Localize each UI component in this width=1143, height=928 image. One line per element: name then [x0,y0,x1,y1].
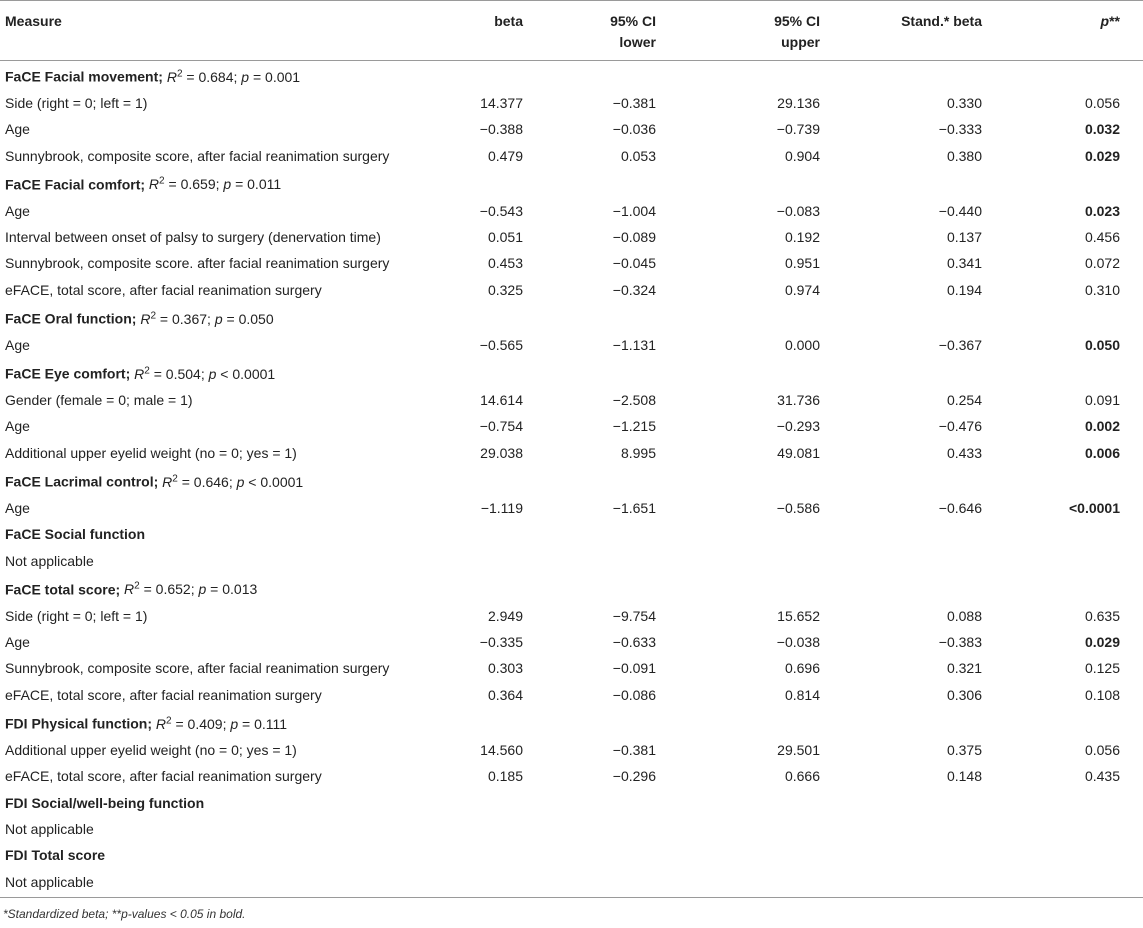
section-header [0,61,1143,90]
table-header [0,1,1143,61]
cell-ci-lower [550,547,682,573]
cell-ci-upper [682,816,842,842]
cell-stand-beta: 0.254 [946,391,982,408]
table-row [0,682,1143,708]
section-header-row [0,358,1143,387]
cell-ci-upper: 15.652 [777,607,820,624]
cell-p-value: 0.635 [1084,607,1120,624]
cell-beta: −0.388 [479,121,523,138]
cell-measure: Gender (female = 0; male = 1) [5,391,193,408]
cell-stand-beta: 0.433 [946,444,982,461]
cell-ci-lower: 8.995 [620,444,656,461]
section-header-row [0,169,1143,198]
section-header [0,708,1143,737]
section-header [0,789,1143,815]
cell-p-value: 0.108 [1084,686,1120,703]
table-row [0,90,1143,116]
section-header-row [0,789,1143,815]
cell-p-value: 0.002 [1084,418,1120,435]
cell-p-value: 0.032 [1084,121,1120,138]
cell-stand-beta: 0.321 [946,660,982,677]
cell-ci-lower: −0.089 [612,229,656,246]
cell-beta: −0.543 [479,202,523,219]
section-title: FaCE Facial movement; [5,68,163,85]
cell-ci-upper: 0.696 [784,660,820,677]
cell-measure: Additional upper eyelid weight (no = 0; yes = 1) [5,444,297,461]
cell-p-value: 0.435 [1084,768,1120,785]
cell-ci-lower: −1.004 [612,202,656,219]
cell-p-value: 0.023 [1084,202,1120,219]
section-stats: $R^2 = 0.409$; p = 0.111 [155,714,288,732]
cell-ci-lower: −0.381 [612,94,656,111]
section-header-row [0,303,1143,332]
section-title: FaCE Social function [5,526,146,543]
cell-p-value: 0.029 [1084,633,1120,650]
header-measure: Measure [0,1,455,61]
cell-stand-beta: −0.367 [938,336,982,353]
header-p-letter: p [1100,13,1110,29]
cell-p-value: 0.056 [1084,94,1120,111]
cell-p-value [1008,547,1143,573]
cell-p-value: <0.0001 [1069,499,1120,516]
table-body [0,61,1143,895]
section-stats: $R^2 = 0.646$; p < 0.0001 [162,472,304,490]
cell-beta: −0.754 [479,418,523,435]
cell-stand-beta: 0.380 [946,147,982,164]
cell-ci-lower: −0.633 [612,633,656,650]
cell-measure: Side (right = 0; left = 1) [5,94,148,111]
cell-beta: 0.325 [487,281,523,298]
cell-p-value: 0.310 [1084,281,1120,298]
cell-ci-upper: −0.293 [776,418,820,435]
cell-beta [455,869,550,895]
cell-beta: 0.185 [487,768,523,785]
table-row [0,116,1143,142]
cell-stand-beta: 0.137 [946,229,982,246]
header-ci-lower [550,1,682,61]
cell-ci-lower: −1.215 [612,418,656,435]
section-header-row [0,574,1143,603]
cell-p-value: 0.091 [1084,391,1120,408]
header-stand-beta: Stand.* beta [842,1,1008,61]
cell-p-value [1008,869,1143,895]
cell-measure: eFACE, total score, after facial reanimation surgery [5,686,322,703]
cell-ci-upper: −0.739 [776,121,820,138]
cell-ci-lower [550,816,682,842]
table-row [0,655,1143,681]
cell-ci-upper: 0.974 [784,281,820,298]
section-stats: $R^2 = 0.652$; p = 0.013 [124,580,258,598]
cell-stand-beta: −0.440 [938,202,982,219]
cell-ci-lower: −9.754 [612,607,656,624]
section-title: FaCE Oral function; [5,310,137,327]
section-title: FDI Total score [5,847,106,864]
cell-stand-beta: −0.476 [938,418,982,435]
cell-ci-lower: −0.381 [612,741,656,758]
cell-p-value: 0.072 [1084,255,1120,272]
cell-measure: Age [5,633,30,650]
section-stats: $R^2 = 0.684$; p = 0.001 [166,68,301,85]
table-row [0,602,1143,628]
table-row [0,816,1143,842]
cell-measure: Additional upper eyelid weight (no = 0; yes = 1) [5,741,297,758]
cell-beta: 0.479 [487,147,523,164]
cell-p-value: 0.029 [1084,147,1120,164]
cell-ci-lower: −2.508 [612,391,656,408]
cell-stand-beta: 0.088 [946,607,982,624]
section-header [0,521,1143,547]
cell-stand-beta: 0.341 [946,255,982,272]
cell-beta: 0.453 [487,255,523,272]
cell-ci-lower: 0.053 [620,147,656,164]
cell-ci-upper: 29.501 [777,741,820,758]
cell-measure: eFACE, total score, after facial reanimation surgery [5,768,322,785]
section-header [0,466,1143,495]
cell-measure: Sunnybrook, composite score. after facial reanimation surgery [5,255,390,272]
section-title: FaCE Facial comfort; [5,176,146,193]
table-row [0,547,1143,573]
cell-measure: Age [5,121,30,138]
cell-beta: −0.335 [479,633,523,650]
table-row [0,440,1143,466]
cell-p-value: 0.125 [1084,660,1120,677]
cell-ci-lower: −0.296 [612,768,656,785]
cell-beta: 14.560 [480,741,523,758]
header-p [1008,1,1143,61]
cell-ci-lower: −0.324 [612,281,656,298]
table-row [0,869,1143,895]
header-p-suffix: ** [1109,13,1120,29]
header-ci-upper-line2: upper [781,34,820,50]
section-header [0,842,1143,868]
header-beta: beta [455,1,550,61]
cell-ci-upper: 29.136 [777,94,820,111]
cell-beta: −1.119 [480,499,523,516]
table-row [0,250,1143,276]
cell-ci-lower: −0.086 [612,686,656,703]
cell-p-value: 0.006 [1084,444,1120,461]
cell-measure: Not applicable [5,820,94,837]
cell-ci-lower: −1.651 [612,499,656,516]
cell-beta: 0.364 [487,686,523,703]
section-header [0,303,1143,332]
cell-measure: Interval between onset of palsy to surgery (denervation time) [5,229,381,246]
header-ci-upper [682,1,842,61]
cell-measure: Age [5,202,30,219]
header-ci-lower-line2: lower [619,34,656,50]
section-header-row [0,708,1143,737]
cell-ci-upper: 0.904 [784,147,820,164]
cell-ci-lower: −0.091 [612,660,656,677]
cell-beta: 14.377 [480,94,523,111]
cell-stand-beta: 0.375 [946,741,982,758]
table-row [0,197,1143,223]
table-row [0,142,1143,168]
section-title: FaCE Lacrimal control; [5,473,159,490]
cell-p-value: 0.050 [1084,336,1120,353]
cell-p-value: 0.456 [1084,229,1120,246]
footnote: *Standardized beta; **p-values < 0.05 in bold. [3,907,246,921]
cell-measure: Sunnybrook, composite score, after facial reanimation surgery [5,147,390,164]
cell-stand-beta: −0.383 [938,633,982,650]
cell-ci-upper: −0.038 [776,633,820,650]
section-stats: $R^2 = 0.504$; p < 0.0001 [134,365,276,382]
cell-ci-upper: 31.736 [777,391,820,408]
cell-ci-upper: 0.814 [784,686,820,703]
cell-beta: 2.949 [487,607,523,624]
table-row [0,629,1143,655]
cell-stand-beta [842,816,1008,842]
cell-measure: Side (right = 0; left = 1) [5,607,148,624]
cell-beta [455,547,550,573]
header-ci-upper-line1: 95% CI [774,13,820,29]
section-header [0,169,1143,198]
cell-ci-lower: −0.045 [612,255,656,272]
cell-stand-beta: −0.333 [938,121,982,138]
section-header [0,358,1143,387]
cell-p-value: 0.056 [1084,741,1120,758]
section-title: FaCE total score; [5,581,121,598]
cell-measure: Not applicable [5,873,94,890]
table-row [0,763,1143,789]
cell-ci-upper: 0.000 [784,336,820,353]
cell-ci-lower [550,869,682,895]
cell-ci-upper: 0.192 [784,229,820,246]
cell-measure: Age [5,499,30,516]
cell-ci-upper: 0.666 [784,768,820,785]
cell-beta [455,816,550,842]
cell-stand-beta: −0.646 [938,499,982,516]
section-title: FaCE Eye comfort; [5,365,131,382]
cell-ci-upper: 0.951 [784,255,820,272]
cell-measure: Age [5,418,30,435]
section-header-row [0,521,1143,547]
cell-beta: 0.303 [487,660,523,677]
cell-ci-upper: 49.081 [777,444,820,461]
cell-stand-beta: 0.306 [946,686,982,703]
cell-beta: 29.038 [480,444,523,461]
table-row [0,277,1143,303]
cell-ci-upper [682,547,842,573]
cell-measure: Sunnybrook, composite score, after facial reanimation surgery [5,660,390,677]
cell-stand-beta: 0.194 [946,281,982,298]
section-stats: $R^2 = 0.659$; p = 0.011 [148,175,282,193]
table-row [0,413,1143,439]
cell-measure: Not applicable [5,552,94,569]
section-header-row [0,466,1143,495]
cell-stand-beta: 0.330 [946,94,982,111]
bottom-rule [0,897,1143,898]
cell-stand-beta: 0.148 [946,768,982,785]
cell-ci-upper: −0.083 [776,202,820,219]
cell-stand-beta [842,869,1008,895]
section-header-row [0,842,1143,868]
cell-beta: −0.565 [479,336,523,353]
cell-stand-beta [842,547,1008,573]
table-row [0,332,1143,358]
cell-ci-lower: −0.036 [612,121,656,138]
section-stats: $R^2 = 0.367$; p = 0.050 [140,310,274,327]
section-header [0,574,1143,603]
cell-p-value [1008,816,1143,842]
section-title: FDI Social/well-being function [5,794,205,811]
cell-measure: eFACE, total score, after facial reanimation surgery [5,281,322,298]
cell-ci-upper [682,869,842,895]
table-row [0,495,1143,521]
cell-ci-upper: −0.586 [776,499,820,516]
cell-ci-lower: −1.131 [612,336,656,353]
table-row [0,737,1143,763]
cell-measure: Age [5,336,30,353]
section-header-row [0,61,1143,90]
table-row [0,387,1143,413]
cell-beta: 14.614 [480,391,523,408]
header-ci-lower-line1: 95% CI [610,13,656,29]
cell-beta: 0.051 [487,229,523,246]
section-title: FDI Physical function; [5,715,153,732]
table-row [0,224,1143,250]
